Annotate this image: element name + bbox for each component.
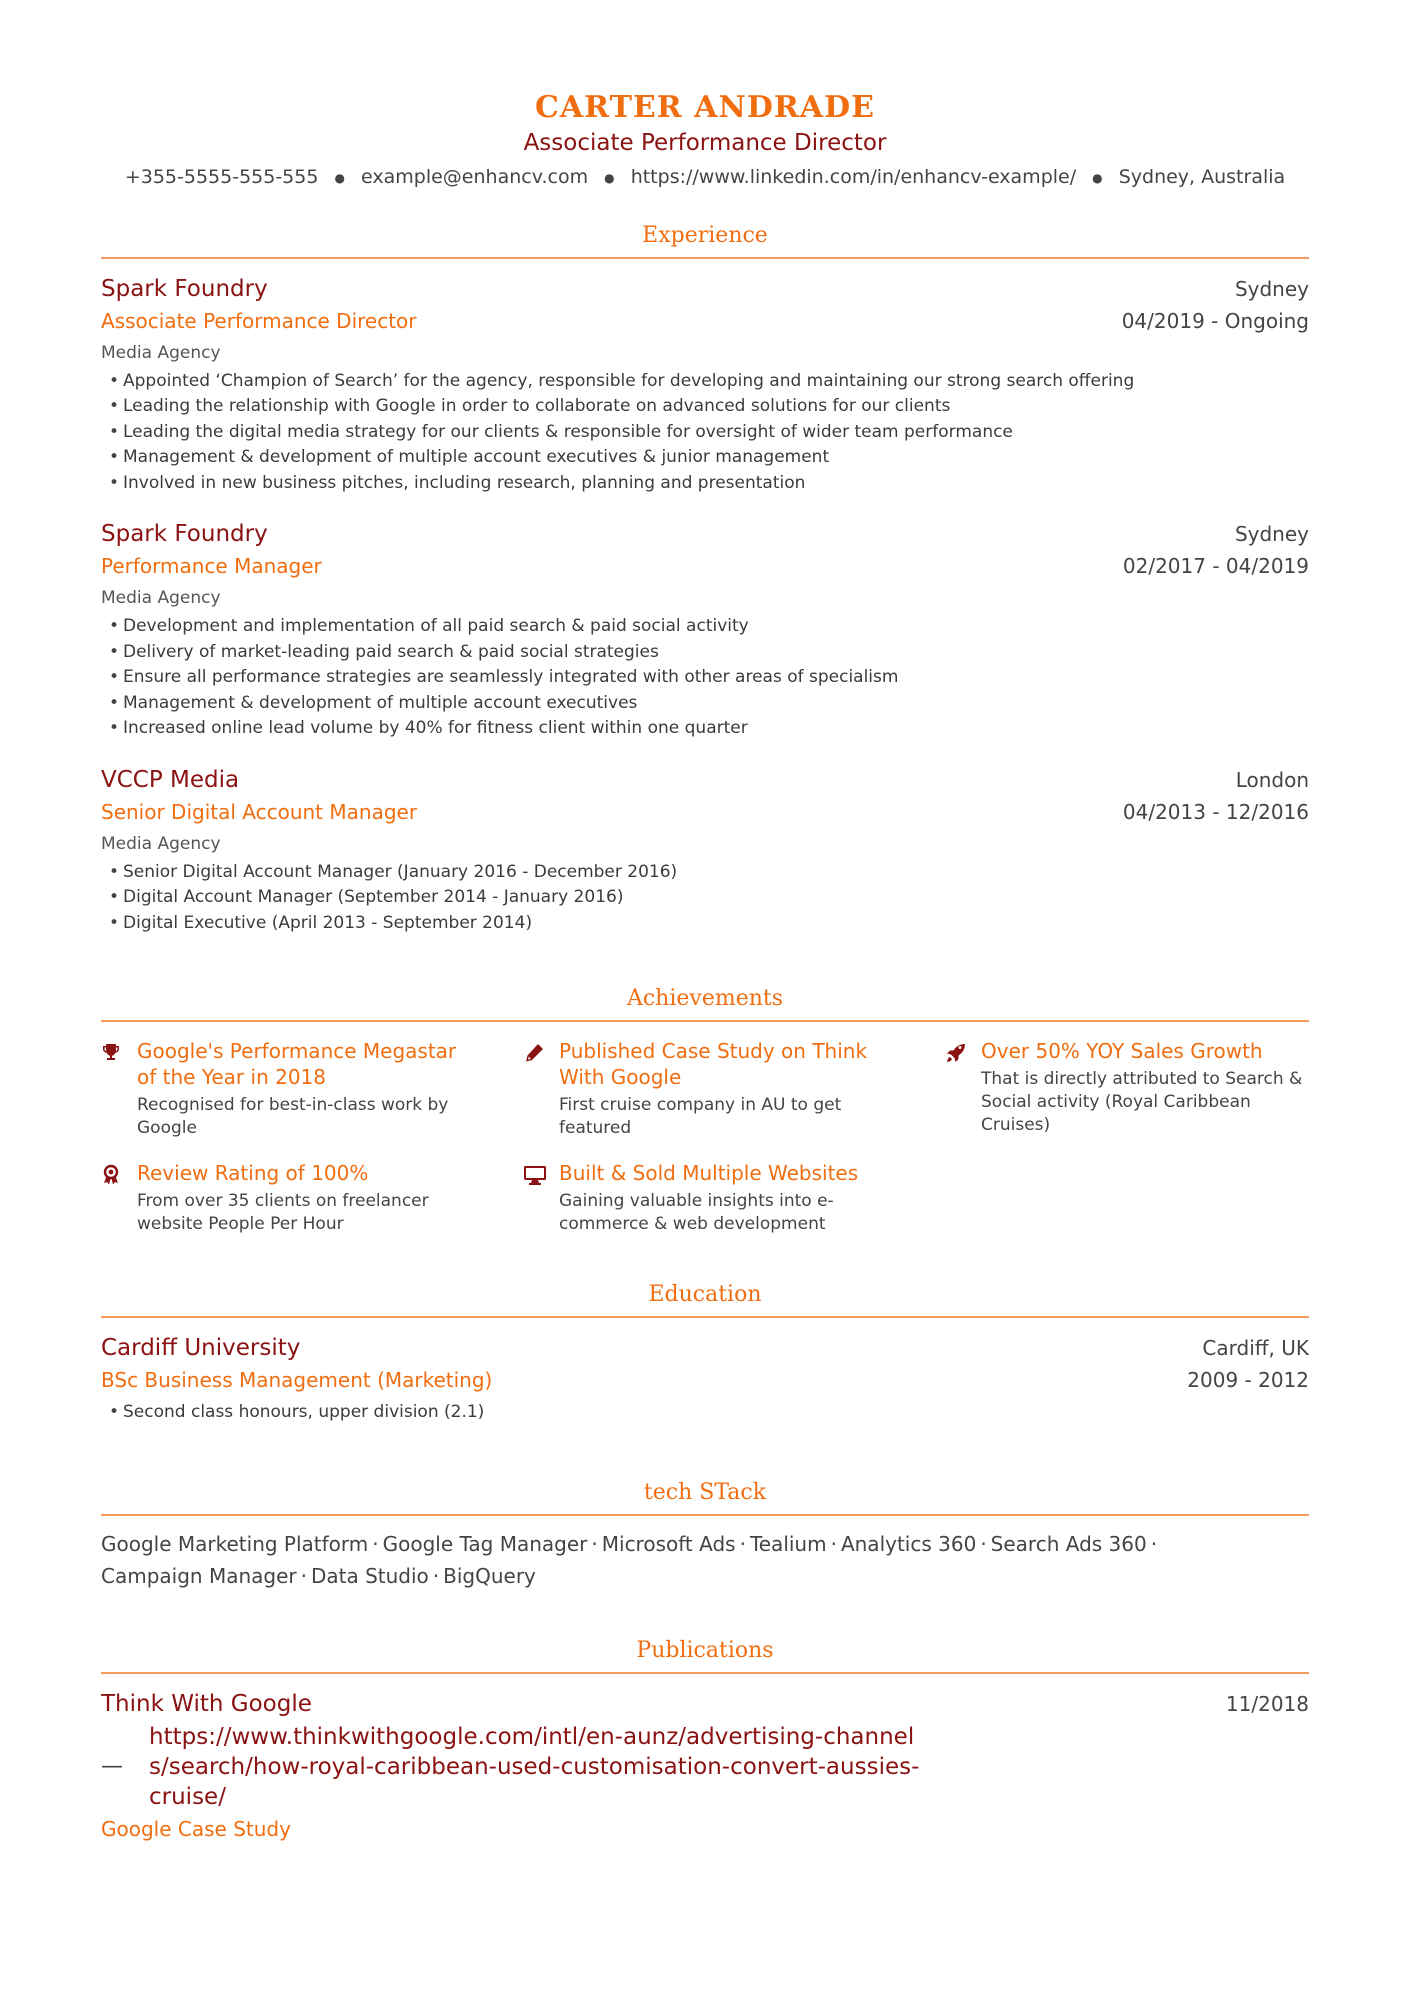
section-title-tech-stack: tech STack bbox=[101, 1478, 1309, 1516]
publication-entry bbox=[101, 1688, 1309, 1844]
achievement-title: Published Case Study on Think With Google bbox=[559, 1039, 868, 1089]
candidate-name: CARTER ANDRADE bbox=[535, 90, 875, 125]
tech-stack-list bbox=[101, 1528, 1309, 1592]
tech-item: Tealium bbox=[749, 1531, 827, 1556]
bullet-item: • Digital Account Manager (September 2014 - January 2016) bbox=[109, 885, 1309, 911]
job-bullets bbox=[101, 860, 1309, 937]
experience-entry bbox=[101, 518, 1309, 742]
tech-item: Campaign Manager bbox=[101, 1563, 297, 1588]
job-role: Associate Performance Director bbox=[101, 308, 417, 333]
job-role: Performance Manager bbox=[101, 554, 322, 578]
tech-item: BigQuery bbox=[443, 1563, 536, 1588]
achievement-description: From over 35 clients on freelancer website People Per Hour bbox=[137, 1191, 429, 1234]
education-entry bbox=[101, 1332, 1309, 1426]
separator-dot: · bbox=[372, 1531, 379, 1556]
publications-section bbox=[101, 1636, 1309, 1844]
achievement-description: First cruise company in AU to get featured bbox=[559, 1095, 842, 1138]
tech-item: Google Tag Manager bbox=[382, 1531, 588, 1556]
publication-date: 11/2018 bbox=[1225, 1691, 1309, 1716]
job-dates: 02/2017 - 04/2019 bbox=[1122, 554, 1309, 578]
phone: +355-5555-555-555 bbox=[124, 166, 319, 188]
candidate-title: Associate Performance Director bbox=[523, 130, 887, 156]
rocket-icon bbox=[945, 1038, 981, 1064]
separator-dot: · bbox=[980, 1531, 987, 1556]
job-bullets bbox=[101, 614, 1309, 742]
section-title-publications: Publications bbox=[101, 1636, 1309, 1674]
separator-dot: · bbox=[300, 1563, 307, 1588]
school-name: Cardiff University bbox=[101, 1335, 301, 1361]
dash-marker: — bbox=[101, 1753, 123, 1779]
job-role: Senior Digital Account Manager bbox=[101, 799, 418, 824]
company-type: Media Agency bbox=[101, 342, 221, 363]
experience-section bbox=[101, 221, 1309, 937]
email-link[interactable]: example@enhancv.com bbox=[361, 166, 589, 188]
tech-item: Data Studio bbox=[310, 1563, 429, 1588]
job-location: Sydney bbox=[1234, 276, 1309, 301]
publication-title: Think With Google bbox=[101, 1690, 312, 1717]
bullet-item: • Involved in new business pitches, including research, planning and presentation bbox=[109, 471, 1309, 497]
publication-link[interactable]: https://www.thinkwithgoogle.com/intl/en-aunz/advertising-channels/search/how-royal-caribbean-used-customisation-convert-aussies-cruise/ bbox=[149, 1723, 920, 1810]
bullet-item: • Management & development of multiple account executives & junior management bbox=[109, 445, 1309, 471]
education-dates: 2009 - 2012 bbox=[1187, 1368, 1309, 1392]
section-title-experience: Experience bbox=[101, 221, 1309, 259]
trophy-icon bbox=[101, 1038, 137, 1062]
contact-line bbox=[101, 164, 1309, 191]
achievement-title: Review Rating of 100% bbox=[137, 1161, 369, 1185]
award-icon bbox=[101, 1160, 137, 1186]
bullet-item: • Delivery of market-leading paid search & paid social strategies bbox=[109, 640, 1309, 666]
achievement-item bbox=[101, 1038, 523, 1140]
company-type: Media Agency bbox=[101, 833, 221, 854]
job-location: London bbox=[1235, 767, 1309, 792]
tech-stack-section bbox=[101, 1478, 1309, 1592]
company-name: Spark Foundry bbox=[101, 275, 268, 302]
achievement-item bbox=[523, 1160, 945, 1236]
achievement-description: That is directly attributed to Search & Social activity (Royal Caribbean Cruises) bbox=[981, 1069, 1303, 1135]
separator-dot: · bbox=[830, 1531, 837, 1556]
experience-entry bbox=[101, 764, 1309, 937]
bullet-item: • Development and implementation of all paid search & paid social activity bbox=[109, 614, 1309, 640]
separator-dot: ● bbox=[604, 170, 615, 185]
company-name: Spark Foundry bbox=[101, 521, 268, 547]
achievement-item bbox=[945, 1038, 1321, 1140]
location: Sydney, Australia bbox=[1118, 166, 1286, 188]
company-type: Media Agency bbox=[101, 588, 221, 608]
school-location: Cardiff, UK bbox=[1202, 1336, 1309, 1360]
achievement-title: Google's Performance Megastar of the Year in 2018 bbox=[137, 1039, 457, 1089]
company-name: VCCP Media bbox=[101, 766, 240, 793]
linkedin-link[interactable]: https://www.linkedin.com/in/enhancv-example/ bbox=[630, 166, 1077, 188]
education-bullets bbox=[101, 1400, 1309, 1426]
tech-item: Search Ads 360 bbox=[990, 1531, 1147, 1556]
achievement-item bbox=[523, 1038, 945, 1140]
job-bullets bbox=[101, 369, 1309, 497]
section-title-achievements: Achievements bbox=[101, 984, 1309, 1022]
bullet-item: • Leading the digital media strategy for our clients & responsible for oversight of wider team performance bbox=[109, 420, 1309, 446]
separator-dot: · bbox=[739, 1531, 746, 1556]
achievements-grid bbox=[101, 1038, 1309, 1236]
achievement-item bbox=[101, 1160, 523, 1236]
tech-item: Google Marketing Platform bbox=[101, 1531, 369, 1556]
resume-header bbox=[101, 0, 1309, 191]
job-dates: 04/2013 - 12/2016 bbox=[1122, 799, 1309, 824]
separator-dot: · bbox=[591, 1531, 598, 1556]
bullet-item: • Second class honours, upper division (2.1) bbox=[109, 1400, 1309, 1426]
degree: BSc Business Management (Marketing) bbox=[101, 1368, 493, 1392]
bullet-item: • Ensure all performance strategies are seamlessly integrated with other areas of specialism bbox=[109, 665, 1309, 691]
job-location: Sydney bbox=[1234, 522, 1309, 546]
achievement-title: Built & Sold Multiple Websites bbox=[559, 1161, 859, 1185]
achievement-description: Gaining valuable insights into e-commerce & web development bbox=[559, 1191, 834, 1234]
separator-dot: · bbox=[1150, 1531, 1158, 1556]
monitor-icon bbox=[523, 1160, 559, 1186]
separator-dot: ● bbox=[334, 170, 345, 185]
separator-dot: ● bbox=[1092, 170, 1103, 185]
tech-item: Microsoft Ads bbox=[601, 1531, 736, 1556]
separator-dot: · bbox=[432, 1563, 440, 1588]
achievement-title: Over 50% YOY Sales Growth bbox=[981, 1039, 1263, 1063]
achievements-section bbox=[101, 984, 1309, 1236]
bullet-item: • Senior Digital Account Manager (January 2016 - December 2016) bbox=[109, 860, 1309, 886]
publication-type: Google Case Study bbox=[101, 1816, 291, 1841]
experience-entry bbox=[101, 273, 1309, 497]
bullet-item: • Leading the relationship with Google in order to collaborate on advanced solutions for our clients bbox=[109, 394, 1309, 420]
section-title-education: Education bbox=[101, 1280, 1309, 1318]
bullet-item: • Management & development of multiple account executives bbox=[109, 691, 1309, 717]
tech-item: Analytics 360 bbox=[840, 1531, 977, 1556]
education-section bbox=[101, 1280, 1309, 1426]
pencil-icon bbox=[523, 1038, 559, 1064]
bullet-item: • Appointed ‘Champion of Search’ for the agency, responsible for developing and maintaining our strong search offering bbox=[109, 369, 1309, 395]
job-dates: 04/2019 - Ongoing bbox=[1121, 308, 1309, 333]
achievement-description: Recognised for best-in-class work by Google bbox=[137, 1095, 449, 1138]
bullet-item: • Digital Executive (April 2013 - September 2014) bbox=[109, 911, 1309, 937]
bullet-item: • Increased online lead volume by 40% for fitness client within one quarter bbox=[109, 716, 1309, 742]
